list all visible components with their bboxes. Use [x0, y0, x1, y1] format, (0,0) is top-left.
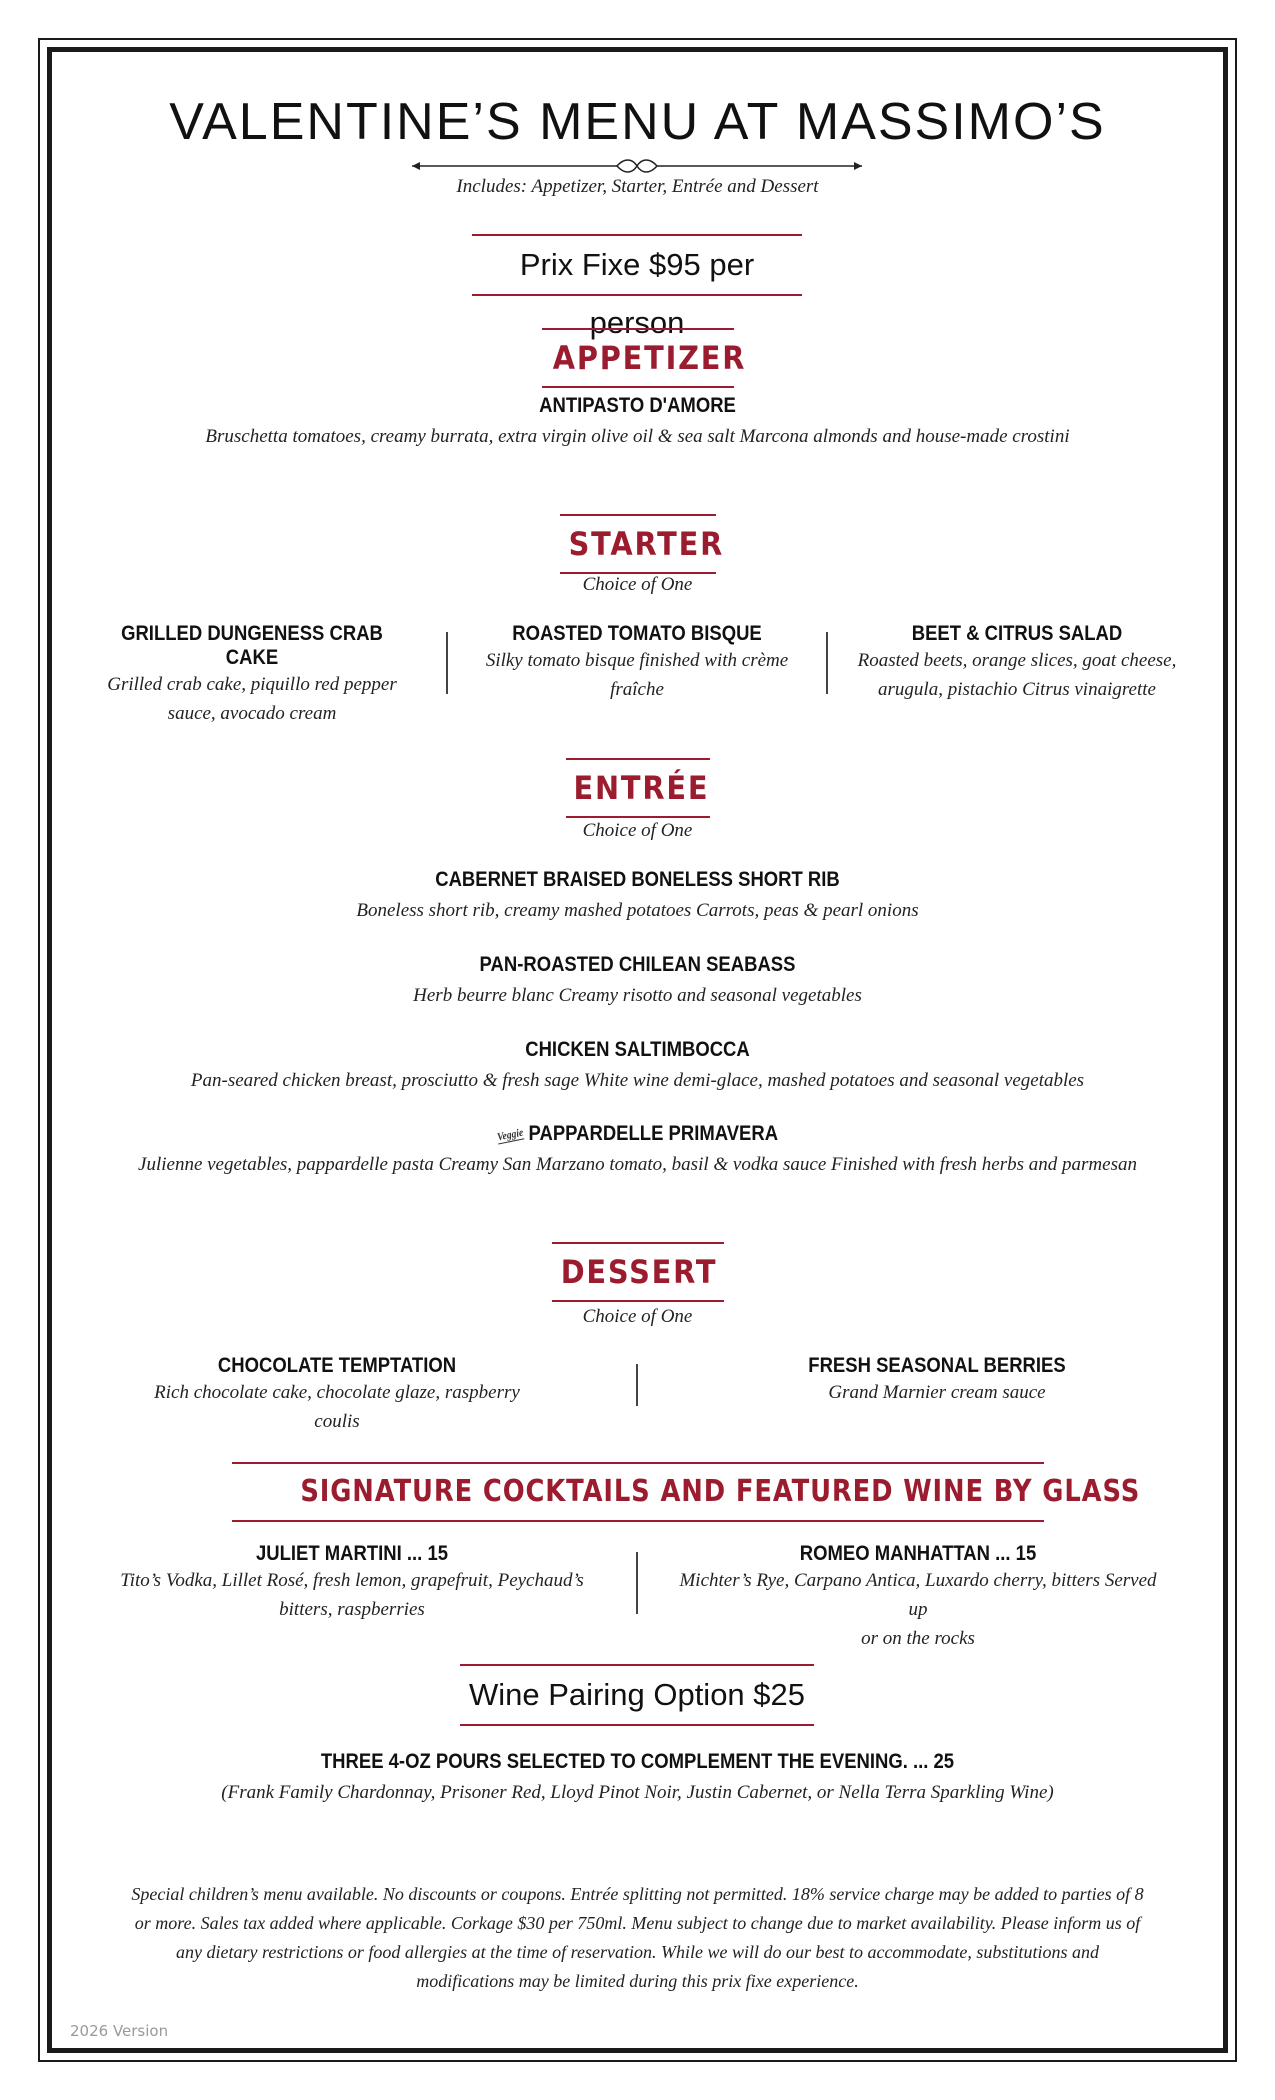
- cocktail-item-desc: [112, 1566, 592, 1624]
- starter-item-desc: [852, 646, 1182, 704]
- entree-item-name: PAPPARDELLE PRIMAVERA: [528, 1122, 779, 1145]
- menu-title: VALENTINE’S MENU AT MASSIMO’S: [169, 93, 1106, 151]
- starter-heading: [560, 514, 725, 574]
- dessert-item: [152, 1354, 522, 1436]
- wine-pairing-desc: (Frank Family Chardonnay, Prisoner Red, Lloyd Pinot Noir, Justin Cabernet, or Nella Terra Sparkling Wine): [221, 1782, 1054, 1803]
- dessert-heading-text: DESSERT: [560, 1253, 718, 1291]
- ornament-divider-icon: [412, 158, 862, 174]
- fine-print-line: Special children’s menu available. No discounts or coupons. Entrée splitting not permitted. 18% service charge may be added to parties of 8: [131, 1884, 1144, 1904]
- appetizer-heading-text: APPETIZER: [552, 339, 747, 377]
- starter-item-name: GRILLED DUNGENESS CRAB CAKE: [121, 622, 383, 669]
- starter-item-name: ROASTED TOMATO BISQUE: [512, 622, 762, 645]
- wine-pairing-name: THREE 4-OZ POURS SELECTED TO COMPLEMENT THE EVENING. ... 25: [320, 1750, 955, 1773]
- appetizer-item-name: ANTIPASTO D'AMORE: [539, 394, 736, 417]
- starter-heading-text: STARTER: [568, 525, 725, 563]
- dessert-item-desc: Rich chocolate cake, chocolate glaze, raspberry coulis: [154, 1382, 520, 1432]
- column-divider: [636, 1552, 638, 1614]
- cocktail-item-desc-line: Michter’s Rye, Carpano Antica, Luxardo cherry, bitters Served up: [679, 1570, 1157, 1620]
- fine-print-line: modifications may be limited during this prix fixe experience.: [416, 1971, 859, 1991]
- starter-item-desc-line: fraîche: [610, 679, 664, 700]
- starter-item: [852, 622, 1182, 704]
- cocktails-heading: [232, 1462, 1141, 1522]
- starter-item-desc: [472, 646, 802, 704]
- column-divider: [446, 632, 448, 694]
- includes-note: Includes: Appetizer, Starter, Entrée and Dessert: [456, 176, 819, 197]
- cocktail-item-desc-line: or on the rocks: [861, 1628, 975, 1649]
- starter-item: [92, 622, 412, 728]
- starter-choice-note: Choice of One: [582, 574, 693, 595]
- fine-print-line: any dietary restrictions or food allergies at the time of reservation. While we will do our best to accommodate, substitutions and: [176, 1942, 1099, 1962]
- entree-item-desc: Pan-seared chicken breast, prosciutto & fresh sage White wine demi-glace, mashed potatoes and seasonal vegetables: [190, 1070, 1085, 1091]
- column-divider: [826, 632, 828, 694]
- starter-item-desc: [92, 670, 412, 728]
- starter-item-desc-line: Grilled crab cake, piquillo red pepper: [107, 674, 397, 695]
- version-label: 2026 Version: [70, 2022, 169, 2040]
- menu-page: [52, 52, 1223, 2048]
- entree-heading-text: ENTRÉE: [573, 769, 710, 807]
- cocktail-item-name: ROMEO MANHATTAN ... 15: [799, 1542, 1037, 1565]
- prix-fixe-price: Prix Fixe $95 per person: [472, 234, 802, 296]
- cocktail-item-name: JULIET MARTINI ... 15: [255, 1542, 449, 1565]
- entree-item-desc: Herb beurre blanc Creamy risotto and seasonal vegetables: [413, 985, 862, 1006]
- entree-item-name: PAN-ROASTED CHILEAN SEABASS: [479, 953, 796, 976]
- cocktail-item: [668, 1542, 1168, 1653]
- entree-item-desc: Boneless short rib, creamy mashed potatoes Carrots, peas & pearl onions: [356, 900, 919, 921]
- appetizer-heading: [542, 328, 747, 388]
- entree-choice-note: Choice of One: [582, 820, 693, 841]
- appetizer-item-desc: Bruschetta tomatoes, creamy burrata, extra virgin olive oil & sea salt Marcona almonds and house-made crostini: [205, 426, 1070, 447]
- veggie-icon: Veggie: [496, 1126, 524, 1144]
- cocktails-heading-text: SIGNATURE COCKTAILS AND FEATURED WINE BY GLASS: [300, 1474, 1141, 1509]
- entree-item-name: CHICKEN SALTIMBOCCA: [525, 1038, 750, 1061]
- dessert-heading: [552, 1242, 724, 1302]
- starter-item-name: BEET & CITRUS SALAD: [911, 622, 1123, 645]
- column-divider: [636, 1364, 638, 1406]
- dessert-item: [752, 1354, 1122, 1407]
- starter-item-desc-line: Roasted beets, orange slices, goat cheese,: [857, 650, 1177, 671]
- cocktail-item-desc-line: bitters, raspberries: [279, 1599, 425, 1620]
- cocktail-item-desc: [668, 1566, 1168, 1653]
- dessert-item-name: FRESH SEASONAL BERRIES: [808, 1354, 1066, 1377]
- entree-item-name-row: [122, 1122, 1152, 1146]
- dessert-item-name: CHOCOLATE TEMPTATION: [217, 1354, 457, 1377]
- cocktail-item: [112, 1542, 592, 1624]
- starter-item: [472, 622, 802, 704]
- entree-heading: [566, 758, 710, 818]
- entree-item-name: CABERNET BRAISED BONELESS SHORT RIB: [435, 868, 840, 891]
- fine-print: [112, 1880, 1163, 1996]
- dessert-choice-note: Choice of One: [582, 1306, 693, 1327]
- wine-pairing-heading: Wine Pairing Option $25: [460, 1664, 814, 1726]
- dessert-item-desc: Grand Marnier cream sauce: [828, 1382, 1046, 1403]
- entree-item-desc: Julienne vegetables, pappardelle pasta Creamy San Marzano tomato, basil & vodka sauce Finished with fresh herbs and parmesan: [138, 1154, 1137, 1175]
- starter-item-desc-line: Silky tomato bisque finished with crème: [485, 650, 789, 671]
- cocktail-item-desc-line: Tito’s Vodka, Lillet Rosé, fresh lemon, grapefruit, Peychaud’s: [120, 1570, 584, 1591]
- fine-print-line: or more. Sales tax added where applicable. Corkage $30 per 750ml. Menu subject to change due to market availability. Please inform us of: [134, 1913, 1141, 1933]
- starter-item-desc-line: arugula, pistachio Citrus vinaigrette: [878, 679, 1156, 700]
- starter-item-desc-line: sauce, avocado cream: [167, 703, 337, 724]
